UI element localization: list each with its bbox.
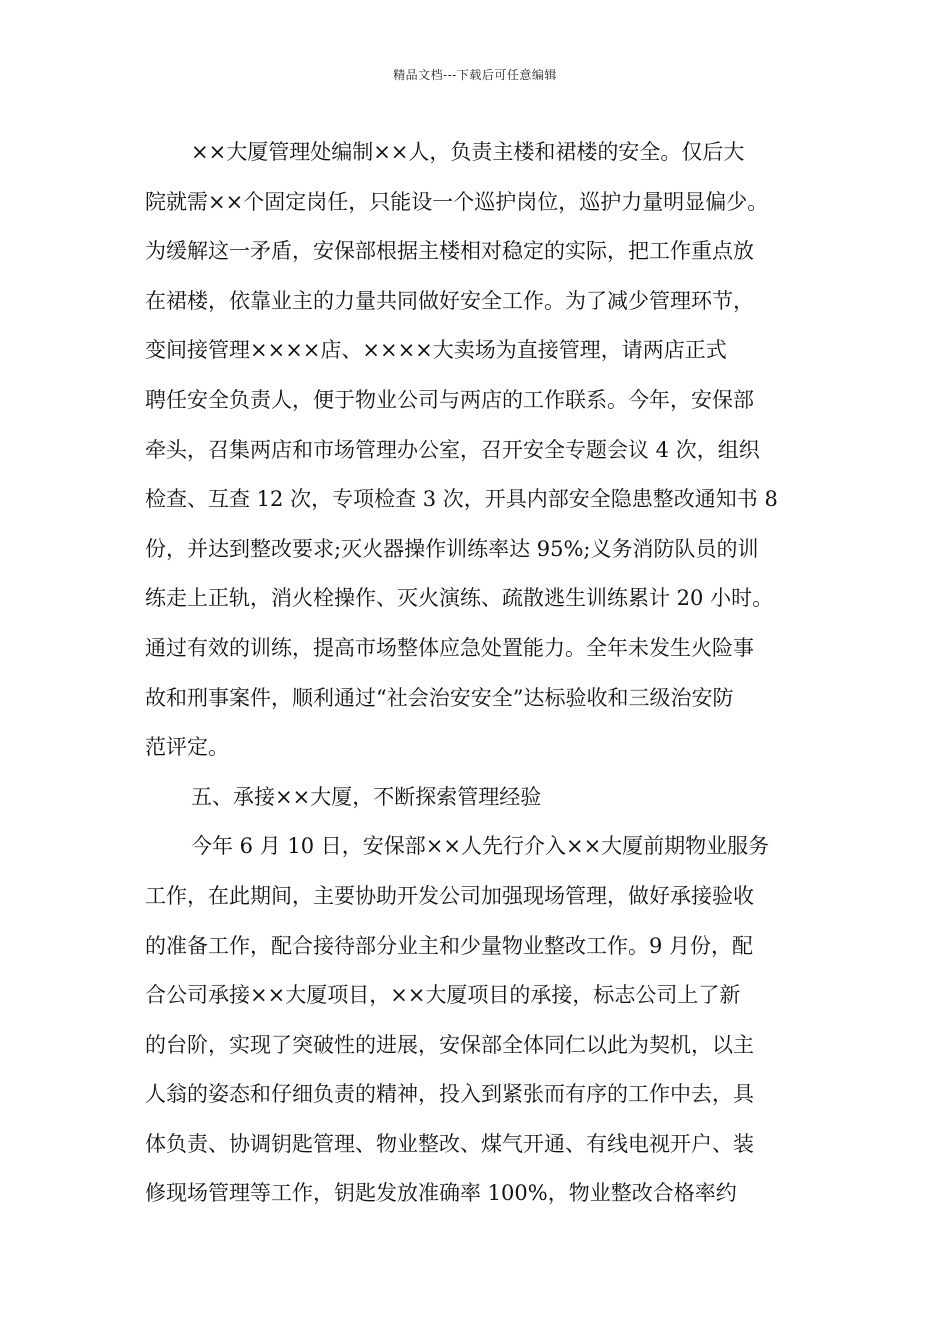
page-header: 精品文档---下载后可任意编辑 bbox=[393, 68, 557, 82]
text-line: 体负责、协调钥匙管理、物业整改、煤气开通、有线电视开户、装 bbox=[145, 1131, 754, 1156]
text-line: 聘任安全负责人，便于物业公司与两店的工作联系。今年，安保部 bbox=[145, 387, 754, 412]
document-body bbox=[145, 128, 815, 1219]
text-line: 的准备工作，配合接待部分业主和少量物业整改工作。9 月份，配 bbox=[145, 933, 754, 958]
text-line: 练走上正轨，消火栓操作、灭火演练、疏散逃生训练累计 20 小时。 bbox=[145, 586, 774, 611]
text-line: 故和刑事案件，顺利通过“社会治安安全”达标验收和三级治安防 bbox=[145, 685, 734, 710]
text-line: 院就需××个固定岗任，只能设一个巡护岗位，巡护力量明显偏少。 bbox=[145, 189, 769, 214]
text-line: 在裙楼，依靠业主的力量共同做好安全工作。为了减少管理环节， bbox=[145, 288, 754, 313]
text-line: 工作，在此期间，主要协助开发公司加强现场管理，做好承接验收 bbox=[145, 883, 754, 908]
paragraph-takeover bbox=[145, 822, 815, 1219]
text-line: 检查、互查 12 次，专项检查 3 次，开具内部安全隐患整改通知书 8 bbox=[145, 487, 778, 512]
text-line: 为缓解这一矛盾，安保部根据主楼相对稳定的实际，把工作重点放 bbox=[145, 239, 754, 264]
text-line: 变间接管理××××店、××××大卖场为直接管理，请两店正式 bbox=[145, 338, 727, 363]
text-line: ××大厦管理处编制××人，负责主楼和裙楼的安全。仅后大 bbox=[191, 140, 745, 164]
text-line: 牵头，召集两店和市场管理办公室，召开安全专题会议 4 次，组织 bbox=[145, 437, 760, 462]
text-line: 范评定。 bbox=[145, 735, 229, 760]
text-line: 份，并达到整改要求;灭火器操作训练率达 95%;义务消防队员的训 bbox=[145, 536, 759, 561]
text-line: 的台阶，实现了突破性的进展，安保部全体同仁以此为契机，以主 bbox=[145, 1032, 754, 1057]
text-line: 合公司承接××大厦项目，××大厦项目的承接，标志公司上了新 bbox=[145, 983, 741, 1008]
text-line: 今年 6 月 10 日，安保部××人先行介入××大厦前期物业服务 bbox=[191, 834, 770, 859]
text-line: 通过有效的训练，提高市场整体应急处置能力。全年未发生火险事 bbox=[145, 635, 754, 660]
paragraph-security-work bbox=[145, 128, 815, 773]
section-heading: 五、承接××大厦，不断探索管理经验 bbox=[191, 784, 542, 809]
text-line: 人翁的姿态和仔细负责的精神，投入到紧张而有序的工作中去，具 bbox=[145, 1082, 754, 1107]
text-line: 修现场管理等工作，钥匙发放准确率 100%，物业整改合格率约 bbox=[145, 1181, 737, 1206]
